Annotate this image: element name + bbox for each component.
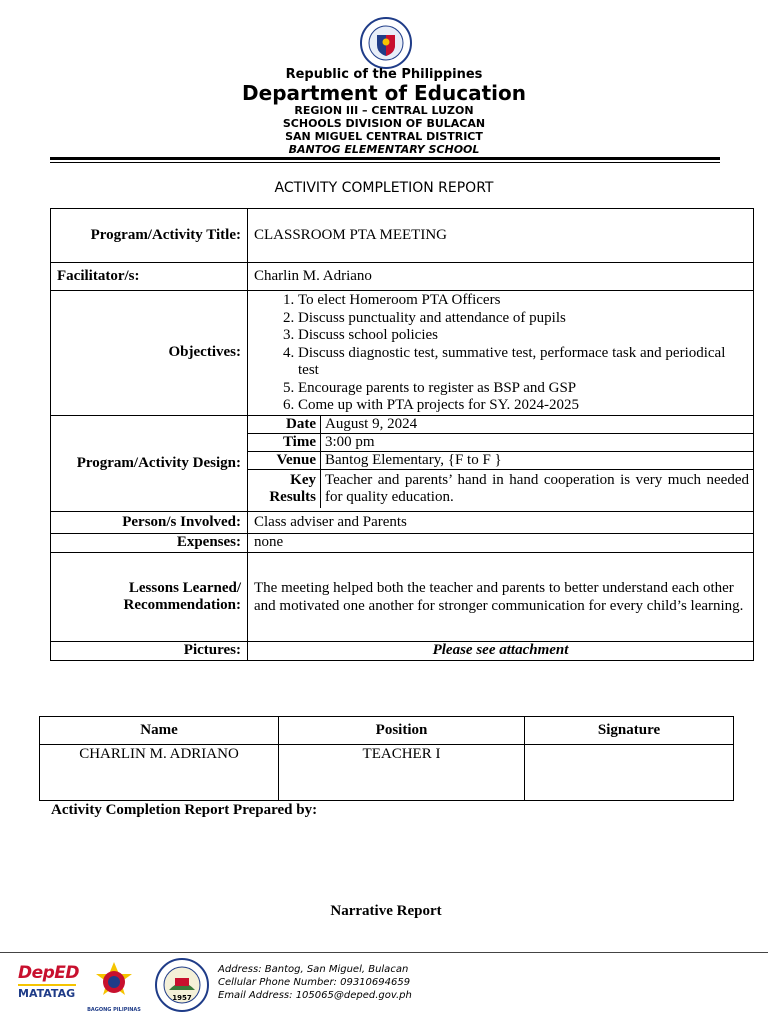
objective-item: 6. Come up with PTA projects for SY. 2024-2025 bbox=[298, 397, 747, 415]
objective-item: 3. Discuss school policies bbox=[298, 327, 747, 345]
school-seal-logo bbox=[155, 958, 209, 1012]
narrative-title: Narrative Report bbox=[330, 903, 442, 919]
footer-contact bbox=[218, 963, 412, 1002]
header-region: REGION III – CENTRAL LUZON bbox=[294, 104, 474, 117]
date-value: August 9, 2024 bbox=[321, 416, 754, 434]
matatag-logo-text: MATATAG bbox=[18, 987, 76, 1000]
footer-email: Email Address: 105065@deped.gov.ph bbox=[218, 990, 412, 1001]
header-district: SAN MIGUEL CENTRAL DISTRICT bbox=[285, 130, 483, 143]
pictures-label: Pictures: bbox=[51, 641, 248, 660]
sig-header-position: Position bbox=[279, 717, 525, 745]
lessons-label: Lessons Learned/ Recommendation: bbox=[51, 552, 248, 641]
sig-position: TEACHER I bbox=[279, 745, 525, 801]
venue-value: Bantog Elementary, {F to F } bbox=[321, 452, 754, 470]
facilitator-value: Charlin M. Adriano bbox=[248, 263, 754, 291]
bagong-pilipinas-logo bbox=[86, 960, 142, 1012]
bagong-pilipinas-text: BAGONG PILIPINAS bbox=[87, 1007, 141, 1013]
activity-table bbox=[50, 208, 754, 661]
sig-header-signature: Signature bbox=[525, 717, 734, 745]
footer-divider bbox=[0, 952, 768, 953]
sig-header-name: Name bbox=[40, 717, 279, 745]
deped-matatag-logo bbox=[18, 963, 80, 1007]
deped-seal bbox=[360, 17, 412, 69]
title-value: CLASSROOM PTA MEETING bbox=[248, 209, 754, 263]
design-table bbox=[248, 416, 753, 508]
persons-label: Person/s Involved: bbox=[51, 511, 248, 533]
lessons-value: The meeting helped both the teacher and parents to better understand each other and motivated one another for stronger communication for every child’s learning. bbox=[248, 552, 754, 641]
report-title: ACTIVITY COMPLETION REPORT bbox=[274, 180, 494, 196]
expenses-label: Expenses: bbox=[51, 533, 248, 552]
header-school: BANTOG ELEMENTARY SCHOOL bbox=[288, 143, 480, 156]
footer-address: Address: Bantog, San Miguel, Bulacan bbox=[218, 964, 409, 975]
objective-item: 4. Discuss diagnostic test, summative test, performace task and periodical test bbox=[298, 345, 747, 380]
title-label: Program/Activity Title: bbox=[51, 209, 248, 263]
objectives-cell bbox=[248, 291, 754, 416]
header-department: Department of Education bbox=[242, 81, 526, 105]
persons-value: Class adviser and Parents bbox=[248, 511, 754, 533]
header-division: SCHOOLS DIVISION OF BULACAN bbox=[282, 117, 486, 130]
sig-signature bbox=[525, 745, 734, 801]
footer-phone: Cellular Phone Number: 09310694659 bbox=[218, 977, 411, 988]
objective-item: 5. Encourage parents to register as BSP and GSP bbox=[298, 380, 747, 398]
time-value: 3:00 pm bbox=[321, 434, 754, 452]
pictures-value: Please see attachment bbox=[248, 641, 754, 660]
venue-label: Venue bbox=[248, 452, 321, 470]
header-republic: Republic of the Philippines bbox=[285, 67, 483, 82]
deped-logo-text: DepED bbox=[18, 963, 80, 983]
objectives-list bbox=[254, 292, 747, 415]
header-divider-thin bbox=[50, 162, 720, 163]
date-label: Date bbox=[248, 416, 321, 434]
signature-table bbox=[39, 716, 734, 801]
design-label: Program/Activity Design: bbox=[51, 415, 248, 511]
objective-item: 1. To elect Homeroom PTA Officers bbox=[298, 292, 747, 310]
objectives-label: Objectives: bbox=[51, 291, 248, 416]
prepared-by: Activity Completion Report Prepared by: bbox=[51, 802, 318, 818]
header-divider bbox=[50, 157, 720, 160]
design-cell bbox=[248, 415, 754, 511]
school-seal-year: 1957 bbox=[172, 994, 192, 1002]
key-results-value: Teacher and parents’ hand in hand cooperation is very much needed for quality education. bbox=[321, 470, 754, 508]
sig-name: CHARLIN M. ADRIANO bbox=[40, 745, 279, 801]
key-results-label: Key Results bbox=[248, 470, 321, 508]
time-label: Time bbox=[248, 434, 321, 452]
objective-item: 2. Discuss punctuality and attendance of pupils bbox=[298, 310, 747, 328]
facilitator-label: Facilitator/s: bbox=[51, 263, 248, 291]
expenses-value: none bbox=[248, 533, 754, 552]
